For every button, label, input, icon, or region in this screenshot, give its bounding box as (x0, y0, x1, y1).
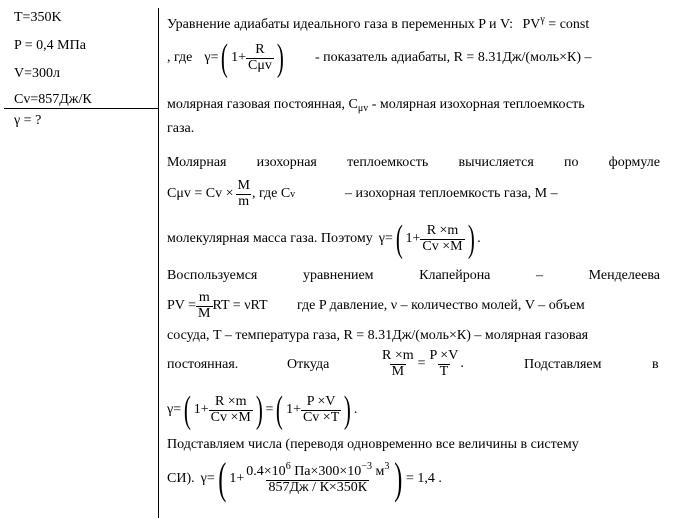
pv-equals: PV = (167, 298, 197, 313)
numerator-rm: R ×m (382, 347, 414, 363)
gas-constant-text: молярная газовая постоянная, C (167, 97, 358, 112)
rt-expression: RT = νRT (212, 298, 268, 313)
substitute-numbers-line: Подставляем числа (переводя одновременно все величины в систему (167, 437, 579, 452)
denominator-t: T (439, 363, 449, 379)
numerator-r: R (255, 41, 265, 57)
left-paren: ( (218, 454, 227, 504)
numeric-numerator: $0.4\times 10^6$ $Па\times 300\times 10^{-3}$ $м^3$ (246, 461, 390, 480)
equals-sign: = (384, 231, 393, 246)
v-subscript: v (290, 188, 296, 200)
gamma-symbol: γ (378, 231, 385, 246)
left-paren: ( (276, 388, 284, 431)
left-paren: ( (221, 36, 229, 79)
equals-sign: = (417, 356, 426, 371)
word: теплоемкость (347, 155, 429, 170)
vessel-line: сосуда, T – температура газа, R = 8.31Дж/(моль×К) – молярная газовая (167, 328, 589, 343)
molecular-mass-text: молекулярная масса газа. Поэтому (167, 231, 373, 246)
denominator-cvt: Cv ×T (302, 409, 340, 425)
one-plus: 1+ (229, 471, 245, 486)
denominator-molar-mass: M (391, 363, 405, 379)
left-paren: ( (395, 217, 403, 260)
period: . (477, 231, 481, 246)
numeric-fraction (244, 462, 391, 495)
ratio-formula: $\frac{R \times m}{M}$ = $\frac{P \times V}{T}$ . (382, 347, 464, 379)
right-paren: ) (467, 217, 475, 260)
fraction-rm-over-cvm (420, 224, 464, 254)
given-divider (4, 108, 158, 109)
mu-v-subscript: μv (357, 103, 369, 114)
numerator-pv: P ×V (429, 347, 459, 363)
equals-sign: = (210, 50, 219, 65)
clapeyron-line (167, 268, 660, 284)
gas-word-line: газа. (167, 121, 195, 136)
fraction-pv-over-t (428, 349, 461, 379)
gamma-with-mass-line (167, 217, 660, 261)
word: вычисляется (458, 155, 534, 170)
right-paren: ) (255, 388, 263, 431)
word: по (563, 155, 579, 170)
gas-constant-line (167, 97, 660, 114)
gamma-definition-text: - показатель адиабаты, R = 8.31Дж/(моль×К) – (315, 50, 592, 65)
gamma-symbol: γ (204, 50, 211, 65)
gamma-symbol: γ (167, 402, 174, 417)
gamma-final-formula-line: γ = ( 1+ $\frac{R \times m}{Cv \times M}$ ) = ( 1+ $\frac{P \times V}{Cv \times T}$ ) . (167, 388, 358, 431)
right-paren: ) (344, 388, 352, 431)
substitute-word: Подставляем (524, 357, 602, 372)
equals-sign: = (265, 402, 274, 417)
given-volume: V=300л (14, 66, 60, 81)
given-heat-capacity: Cv=857Дж/К (14, 92, 92, 107)
right-paren: ) (276, 36, 284, 79)
fraction-m-over-m (235, 179, 251, 209)
word: Менделеева (588, 268, 660, 283)
fraction-rm-over-m (380, 349, 416, 379)
column-divider (158, 8, 159, 518)
fraction-rm-over-cvm (209, 395, 253, 425)
in-word: в (652, 357, 659, 372)
cmuv-expression: Cμv = Cv × (167, 186, 234, 201)
given-temperature: T=350K (14, 10, 62, 25)
gamma-symbol: γ (200, 471, 207, 486)
adiabat-line (167, 14, 660, 33)
molar-capacity-line (167, 155, 660, 171)
ratio-line (167, 344, 660, 384)
numeric-denominator: 857Дж / К×350К (268, 480, 368, 495)
given-pressure: P = 0,4 МПа (14, 38, 86, 53)
numerator-pv: P ×V (306, 393, 336, 409)
word: Клапейрона (419, 268, 491, 283)
cmuv-formula-line (167, 174, 660, 214)
adiabat-formula (522, 14, 590, 32)
numerator-rm: R ×m (214, 393, 247, 409)
word: Молярная (167, 155, 227, 170)
constant-word: постоянная. (167, 357, 239, 372)
fraction-pv-over-cvt (301, 395, 341, 425)
numerator-rm: R ×m (426, 222, 459, 238)
right-paren: ) (394, 454, 403, 504)
where-cv-text: , где C (251, 186, 291, 201)
word: – (536, 268, 543, 283)
word: уравнением (302, 268, 374, 283)
denominator-cvm: Cv ×M (422, 238, 463, 254)
one-plus: 1+ (231, 50, 247, 65)
cv-description-text: – изохорная теплоемкость газа, M – (345, 186, 558, 201)
gamma-definition-line (167, 36, 660, 80)
const-text: = const (544, 17, 590, 32)
unknown-gamma: γ = ? (14, 113, 42, 128)
result-value: = 1,4 . (405, 471, 442, 486)
word: формуле (608, 155, 660, 170)
si-text: СИ). (167, 471, 195, 486)
adiabat-text: Уравнение адиабаты идеального газа в переменных P и V: (167, 17, 513, 32)
fraction-m-over-capital-m (196, 291, 212, 321)
denominator-cmuv: Cμv (248, 57, 272, 73)
heat-capacity-text: - молярная изохорная теплоемкость (371, 97, 585, 112)
denominator-mass: m (238, 193, 250, 209)
denominator-cvm: Cv ×M (210, 409, 251, 425)
one-plus: 1+ (405, 231, 421, 246)
denominator-molar-mass: M (198, 305, 211, 321)
equals-sign: = (173, 402, 182, 417)
fraction-r-over-cmuv (246, 43, 274, 73)
state-equation-description: где P давление, ν – количество молей, V – объем (297, 298, 585, 313)
numeric-result-line (167, 454, 660, 504)
where-text: , где (167, 50, 193, 65)
state-equation-line (167, 286, 660, 326)
equals-sign: = (206, 471, 215, 486)
word: Воспользуемся (167, 268, 258, 283)
one-plus: 1+ (286, 402, 301, 417)
whence-word: Откуда (287, 357, 330, 372)
gamma-exponent: γ (540, 14, 545, 25)
pv-symbol: PV (522, 17, 541, 32)
one-plus: 1+ (193, 402, 209, 417)
word: изохорная (256, 155, 317, 170)
numerator-molar-mass: M (237, 177, 250, 193)
numerator-mass: m (198, 289, 210, 305)
left-paren: ( (183, 388, 191, 431)
